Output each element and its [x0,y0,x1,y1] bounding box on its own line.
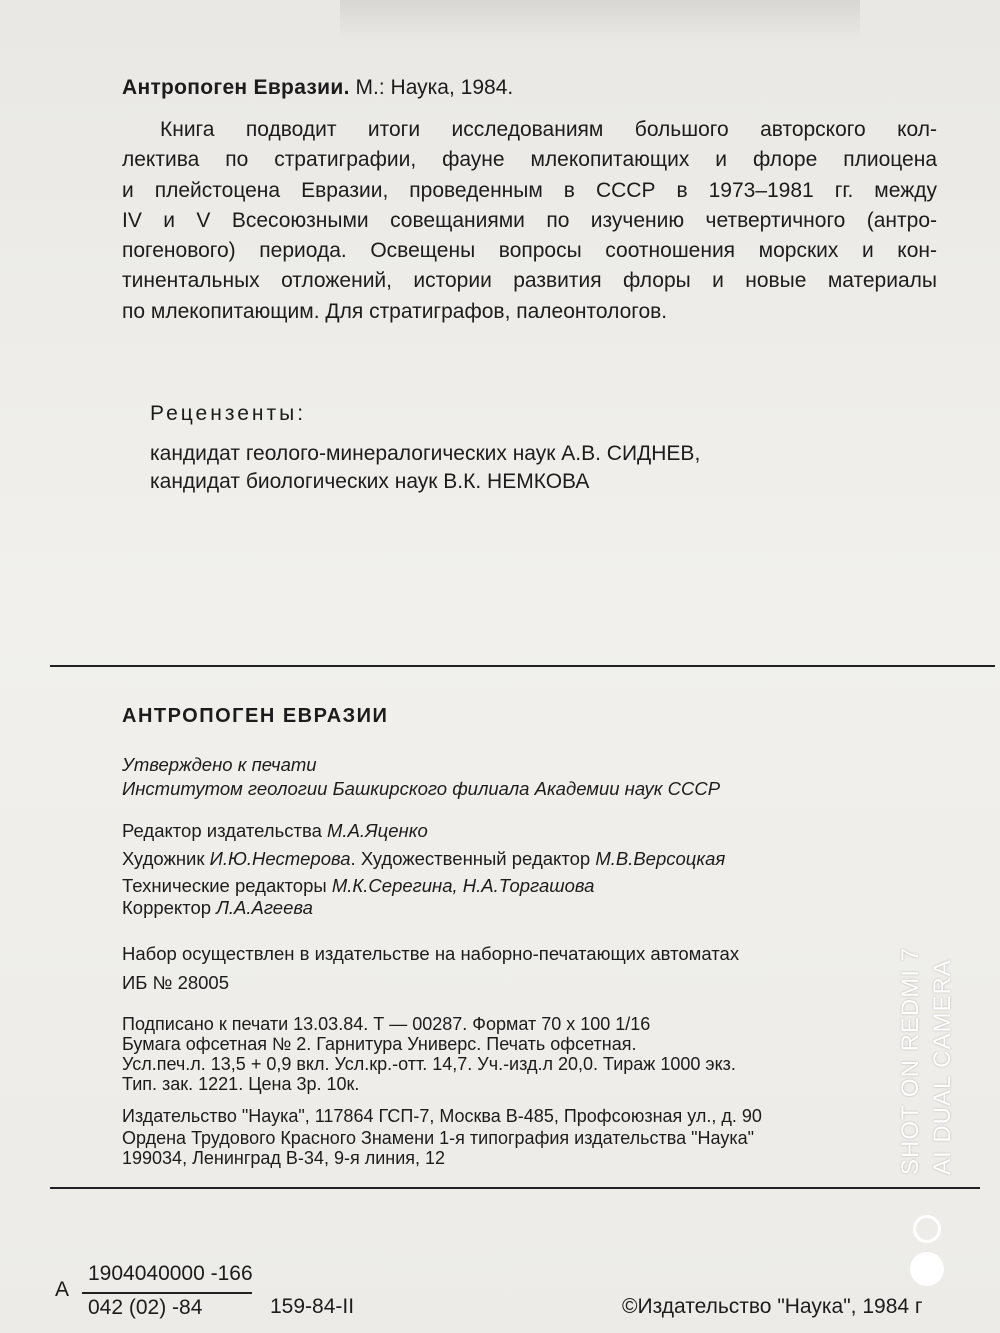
proofreader-label: Корректор [122,897,217,918]
fraction-bar [82,1292,252,1294]
divider-bottom [50,1187,980,1189]
imprint-title: АНТРОПОГЕН ЕВРАЗИИ [122,705,389,727]
art-editor-name: М.В.Версоцкая [595,848,726,869]
reviewer-2: кандидат биологических наук В.К. НЕМКОВА [150,470,590,493]
publisher-line: Издательство "Наука", 117864 ГСП-7, Москва В-485, Профсоюзная ул., д. 90 [122,1106,762,1126]
editor-line [122,820,428,842]
bleed-through-shadow [340,0,860,40]
print-info-line: Бумага офсетная № 2. Гарнитура Универс. Печать офсетная. [122,1034,637,1054]
divider-top [50,665,995,667]
editor-label: Редактор издательства [122,820,328,841]
annotation-line: погенового) периода. Освещены вопросы соотношения морских и кон- [122,239,937,263]
artist-label: Художник [122,848,210,869]
watermark-line-2: AI DUAL CAMERA [929,959,956,1175]
editor-name: М.А.Яценко [327,820,428,841]
annotation-line: тинентальных отложений, истории развития флоры и новые материалы [122,269,937,293]
artist-name: И.Ю.Нестерова [209,848,351,869]
reviewers-label: Рецензенты: [150,402,307,425]
print-info-line: Тип. зак. 1221. Цена 3р. 10к. [122,1074,360,1094]
book-title-bold: Антропоген Евразии. [122,76,350,99]
annotation-text [122,115,937,327]
typeset-line: Набор осуществлен в издательстве на наборно-печатающих автоматах [122,943,740,964]
camera-watermark [895,947,975,1185]
print-info-line: Усл.печ.л. 13,5 + 0,9 вкл. Усл.кр.-отт. 14,7. Уч.-изд.л 20,0. Тираж 1000 экз. [122,1054,736,1074]
publisher-line: Ордена Трудового Красного Знамени 1-я типография издательства "Наука" [122,1128,755,1148]
code-numerator: 1904040000 -166 [88,1262,253,1285]
code-letter: А [55,1278,70,1301]
code-denominator: 042 (02) -84 [88,1296,203,1319]
art-editor-label: . Художественный редактор [350,848,596,869]
approved-line-2: Институтом геологии Башкирского филиала Академии наук СССР [122,778,721,799]
proofreader-name: Л.А.Агеева [216,897,313,918]
copyright-line: ©Издательство "Наука", 1984 г [622,1295,923,1318]
annotation-line: по млекопитающим. Для стратиграфов, палеонтологов. [122,299,668,323]
tech-editors-line [122,875,594,897]
annotation-line: лектива по стратиграфии, фауне млекопитающих и флоре плиоцена [122,148,937,172]
publisher-line: 199034, Ленинград В-34, 9-я линия, 12 [122,1148,446,1168]
tech-editors-names: М.К.Серегина, Н.А.Торгашова [331,875,595,896]
approved-line-1: Утверждено к печати [122,754,317,775]
ib-number: ИБ № 28005 [122,972,230,993]
lens-ring-icon [913,1215,941,1243]
annotation-line: Книга подводит итоги исследованиям большого авторского кол- [160,118,937,141]
reviewer-1: кандидат геолого-минералогических наук А.В. СИДНЕВ, [150,442,701,465]
proofreader-line [122,897,313,919]
publisher-year: М.: Наука, 1984. [349,76,514,99]
bibliographic-header [122,76,513,100]
artist-line [122,848,725,870]
print-info-line: Подписано к печати 13.03.84. Т — 00287. Формат 70 х 100 1/16 [122,1014,651,1034]
tech-editors-label: Технические редакторы [122,875,332,896]
code-number: 159-84-II [270,1295,355,1318]
lens-dot-icon [910,1252,944,1286]
annotation-line: IV и V Всесоюзными совещаниями по изучению четвертичного (антро- [122,208,937,232]
annotation-line: и плейстоцена Евразии, проведенным в СССР в 1973–1981 гг. между [122,178,937,202]
watermark-line-1: SHOT ON REDMI 7 [897,947,924,1175]
